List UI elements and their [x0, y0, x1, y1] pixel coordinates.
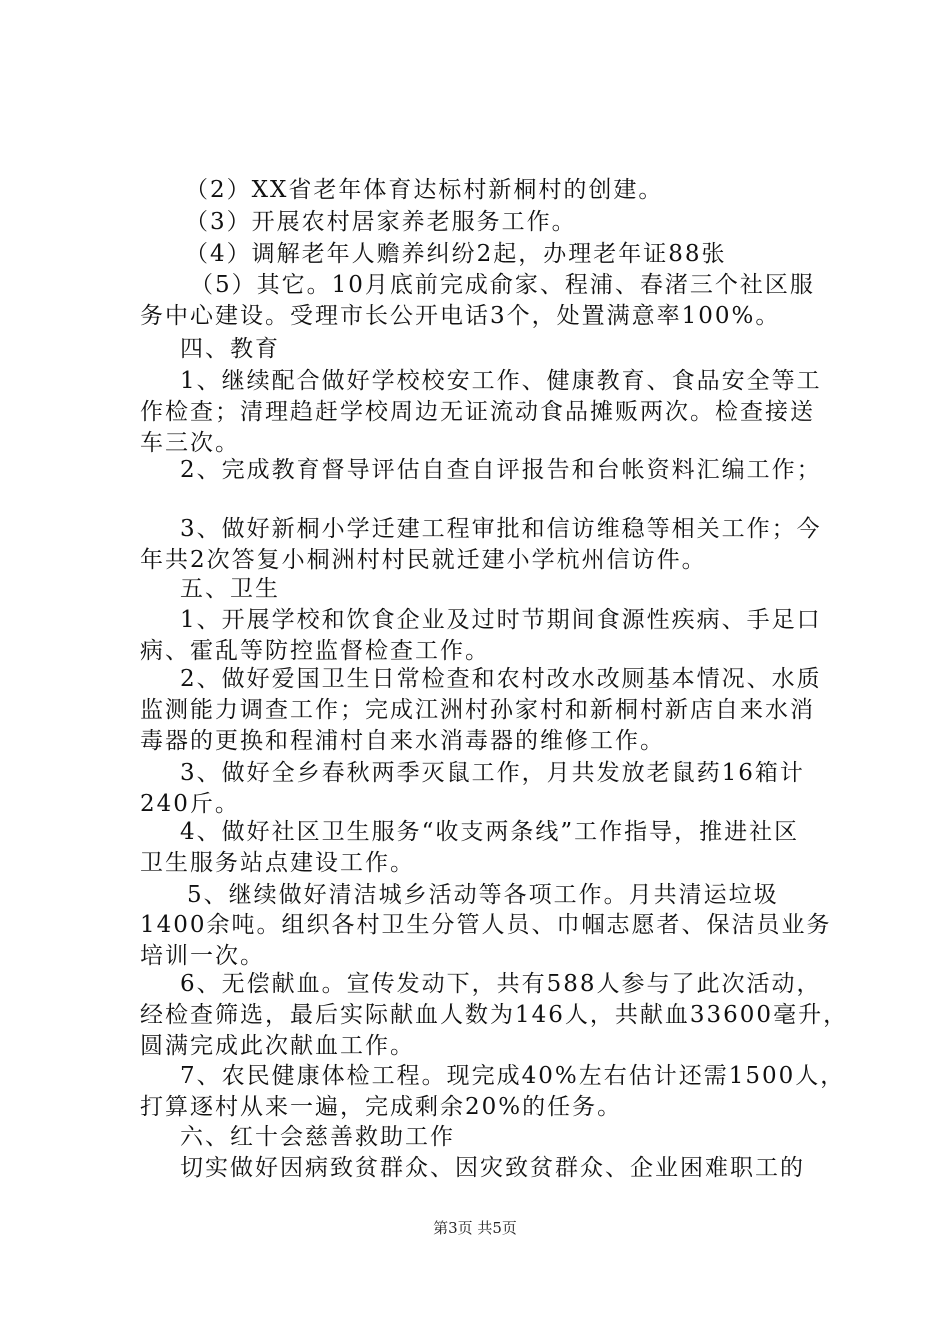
- text-line: 作检查；清理趋赶学校周边无证流动食品摊贩两次。检查接送: [140, 399, 815, 425]
- text-line: （2）XX省老年体育达标村新桐村的创建。: [185, 177, 664, 203]
- text-line: 打算逐村从来一遍，完成剩余20%的任务。: [140, 1094, 623, 1120]
- text-line: （3）开展农村居家养老服务工作。: [185, 209, 577, 235]
- text-line: 卫生服务站点建设工作。: [140, 850, 415, 876]
- text-line: 切实做好因病致贫群众、因灾致贫群众、企业困难职工的: [180, 1155, 805, 1181]
- page-number-footer: 第3页 共5页: [433, 1219, 517, 1237]
- text-line: （4）调解老年人赡养纠纷2起，办理老年证88张: [185, 241, 727, 267]
- text-line: 2、做好爱国卫生日常检查和农村改水改厕基本情况、水质: [180, 666, 822, 692]
- text-line: 1、继续配合做好学校校安工作、健康教育、食品安全等工: [180, 368, 822, 394]
- text-line: 3、做好全乡春秋两季灭鼠工作，月共发放老鼠药16箱计: [180, 760, 805, 786]
- text-line: 5、继续做好清洁城乡活动等各项工作。月共清运垃圾: [187, 882, 779, 908]
- text-line: 4、做好社区卫生服务“收支两条线”工作指导，推进社区: [180, 819, 800, 845]
- text-line: 病、霍乱等防控监督检查工作。: [140, 638, 490, 664]
- section-heading: 五、卫生: [180, 576, 280, 602]
- text-line: 3、做好新桐小学迁建工程审批和信访维稳等相关工作；今: [180, 516, 822, 542]
- text-line: 年共2次答复小桐洲村村民就迁建小学杭州信访件。: [140, 547, 707, 573]
- text-line: 毒器的更换和程浦村自来水消毒器的维修工作。: [140, 728, 665, 754]
- text-line: 车三次。: [140, 430, 240, 456]
- text-line: 6、无偿献血。宣传发动下，共有588人参与了此次活动，: [180, 971, 822, 997]
- text-line: 务中心建设。受理市长公开电话3个，处置满意率100%。: [140, 303, 781, 329]
- text-line: 7、农民健康体检工程。现完成40%左右估计还需1500人，: [180, 1063, 846, 1089]
- text-line: （5）其它。10月底前完成俞家、程浦、春渚三个社区服: [190, 272, 815, 298]
- text-line: 240斤。: [140, 791, 240, 817]
- section-heading: 四、教育: [180, 336, 280, 362]
- text-line: 1400余吨。组织各村卫生分管人员、巾帼志愿者、保洁员业务: [140, 912, 832, 938]
- text-line: 培训一次。: [140, 943, 265, 969]
- section-heading: 六、红十会慈善救助工作: [180, 1124, 455, 1150]
- text-line: 经检查筛选，最后实际献血人数为146人，共献血33600毫升，: [140, 1002, 849, 1028]
- text-line: 2、完成教育督导评估自查自评报告和台帐资料汇编工作；: [180, 457, 822, 483]
- text-line: 1、开展学校和饮食企业及过时节期间食源性疾病、手足口: [180, 607, 822, 633]
- text-line: 监测能力调查工作；完成江洲村孙家村和新桐村新店自来水消: [140, 697, 815, 723]
- text-line: 圆满完成此次献血工作。: [140, 1033, 415, 1059]
